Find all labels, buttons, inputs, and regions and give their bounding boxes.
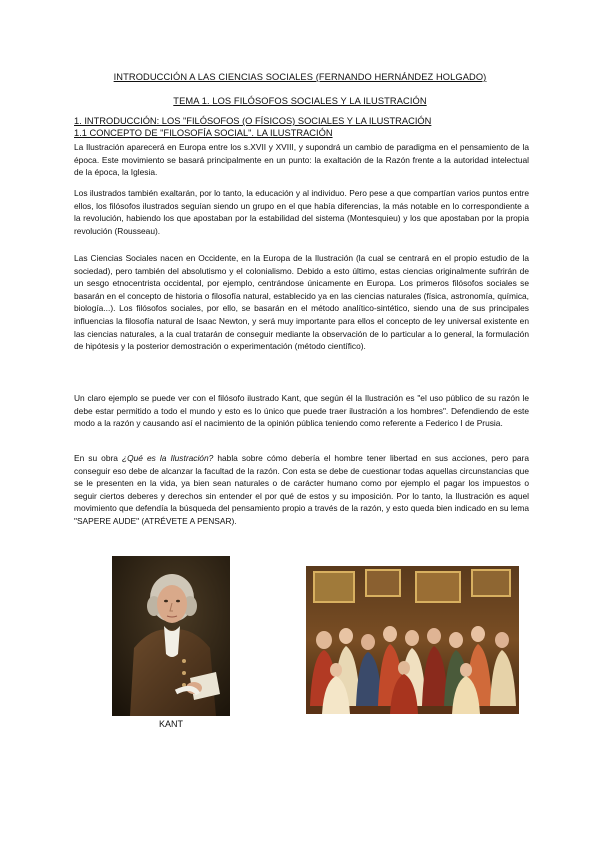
paragraph-5-rest: habla sobre cómo debería el hombre tener libertad en sus acciones, pero para conseguir eso debe de alcanzar la facultad de la razón. Con esta se debe de cuestionar todas aquellas circunstancias que se le presenten en la vida, ya bien sean naturales o de carácter humano como por ejemplo el pagar los impuestos o seguir ciertos deberes y derechos sin entender el por qué de estos y su imposición. Por lo tanto, la Ilustración es aquel movimiento que defendía la búsqueda del pensamiento propio a través de la razón, y esto queda bien indicado en su lema "SAPERE AUDE" (ATRÉVETE A PENSAR). [74, 453, 529, 526]
paragraph-4: Un claro ejemplo se puede ver con el filósofo ilustrado Kant, que según él la Ilustración es "el uso público de su razón le debe estar permitido a todo el mundo y esto es lo único que puede traer ilustración a los hombres". Defendiendo de este modo a la razón y causando así el nacimiento de la opinión pública teniendo como referente a Federico I de Prusia. [74, 393, 529, 429]
portrait-caption: KANT [158, 719, 183, 729]
paragraph-1: La Ilustración aparecerá en Europa entre los s.XVII y XVIII, y supondrá un cambio de paradigma en el pensamiento de la época. Este movimiento se basará principalmente en un punto: la exaltación de la Razón frente a la autoridad intelectual de la época, la Iglesia. [74, 142, 529, 178]
paragraph-3: Las Ciencias Sociales nacen en Occidente, en la Europa de la Ilustración (la cual se centrará en el propio estudio de la sociedad), pero también del absolutismo y el colonialismo. Debido a esto último, estas ciencias originalmente sufrirán de un sesgo etnocentrista occidental, por ejemplo, centrándose únicamente en Europa. Los primeros filósofos sociales se basarán en el concepto de historia o filosofía natural, establecido ya en las ciencias naturales (física, astronomía, química, biología...). Los filósofos sociales, por ello, se basarán en el método analítico-sintético, siendo una de sus principales influencias la filosofía natural de Isaac Newton, y será muy importante para ellos el concepto de ley universal existente en las ciencias naturales, a la cual tratarán de conseguir mediante la observación de lo particular a lo general, la formulación de hipótesis y la posterior demostración o experimentación (método científico). [74, 253, 529, 352]
work-title: ¿Qué es la Ilustración? [122, 453, 214, 463]
paragraph-5 [74, 452, 529, 528]
course-title: INTRODUCCIÓN A LAS CIENCIAS SOCIALES (FERNANDO HERNÁNDEZ HOLGADO) [113, 72, 487, 82]
section-heading-1: 1. INTRODUCCIÓN: LOS "FILÓSOFOS (O FÍSICOS) SOCIALES Y LA ILUSTRACIÓN [74, 116, 432, 126]
paragraph-2: Los ilustrados también exaltarán, por lo tanto, la educación y al individuo. Pero pese a que compartían varios puntos entre ellos, los filósofos ilustrados seguían siendo un grupo en el que había diferencias, la más notable en lo correspondiente a la revolución, habiendo los que apostaban por la estabilidad del sistema (Montesquieu) y los que apostaban por la propia revolución (Rousseau). [74, 188, 529, 236]
salon-painting-image [306, 566, 519, 714]
section-heading-1-1: 1.1 CONCEPTO DE "FILOSOFÍA SOCIAL". LA ILUSTRACIÓN [74, 128, 333, 138]
kant-portrait-image [112, 556, 230, 716]
topic-title: TEMA 1. LOS FILÓSOFOS SOCIALES Y LA ILUSTRACIÓN [173, 96, 427, 106]
paragraph-5-lead: En su obra [74, 453, 122, 463]
kant-portrait-drawing [112, 556, 230, 716]
salon-painting-drawing [306, 566, 519, 714]
